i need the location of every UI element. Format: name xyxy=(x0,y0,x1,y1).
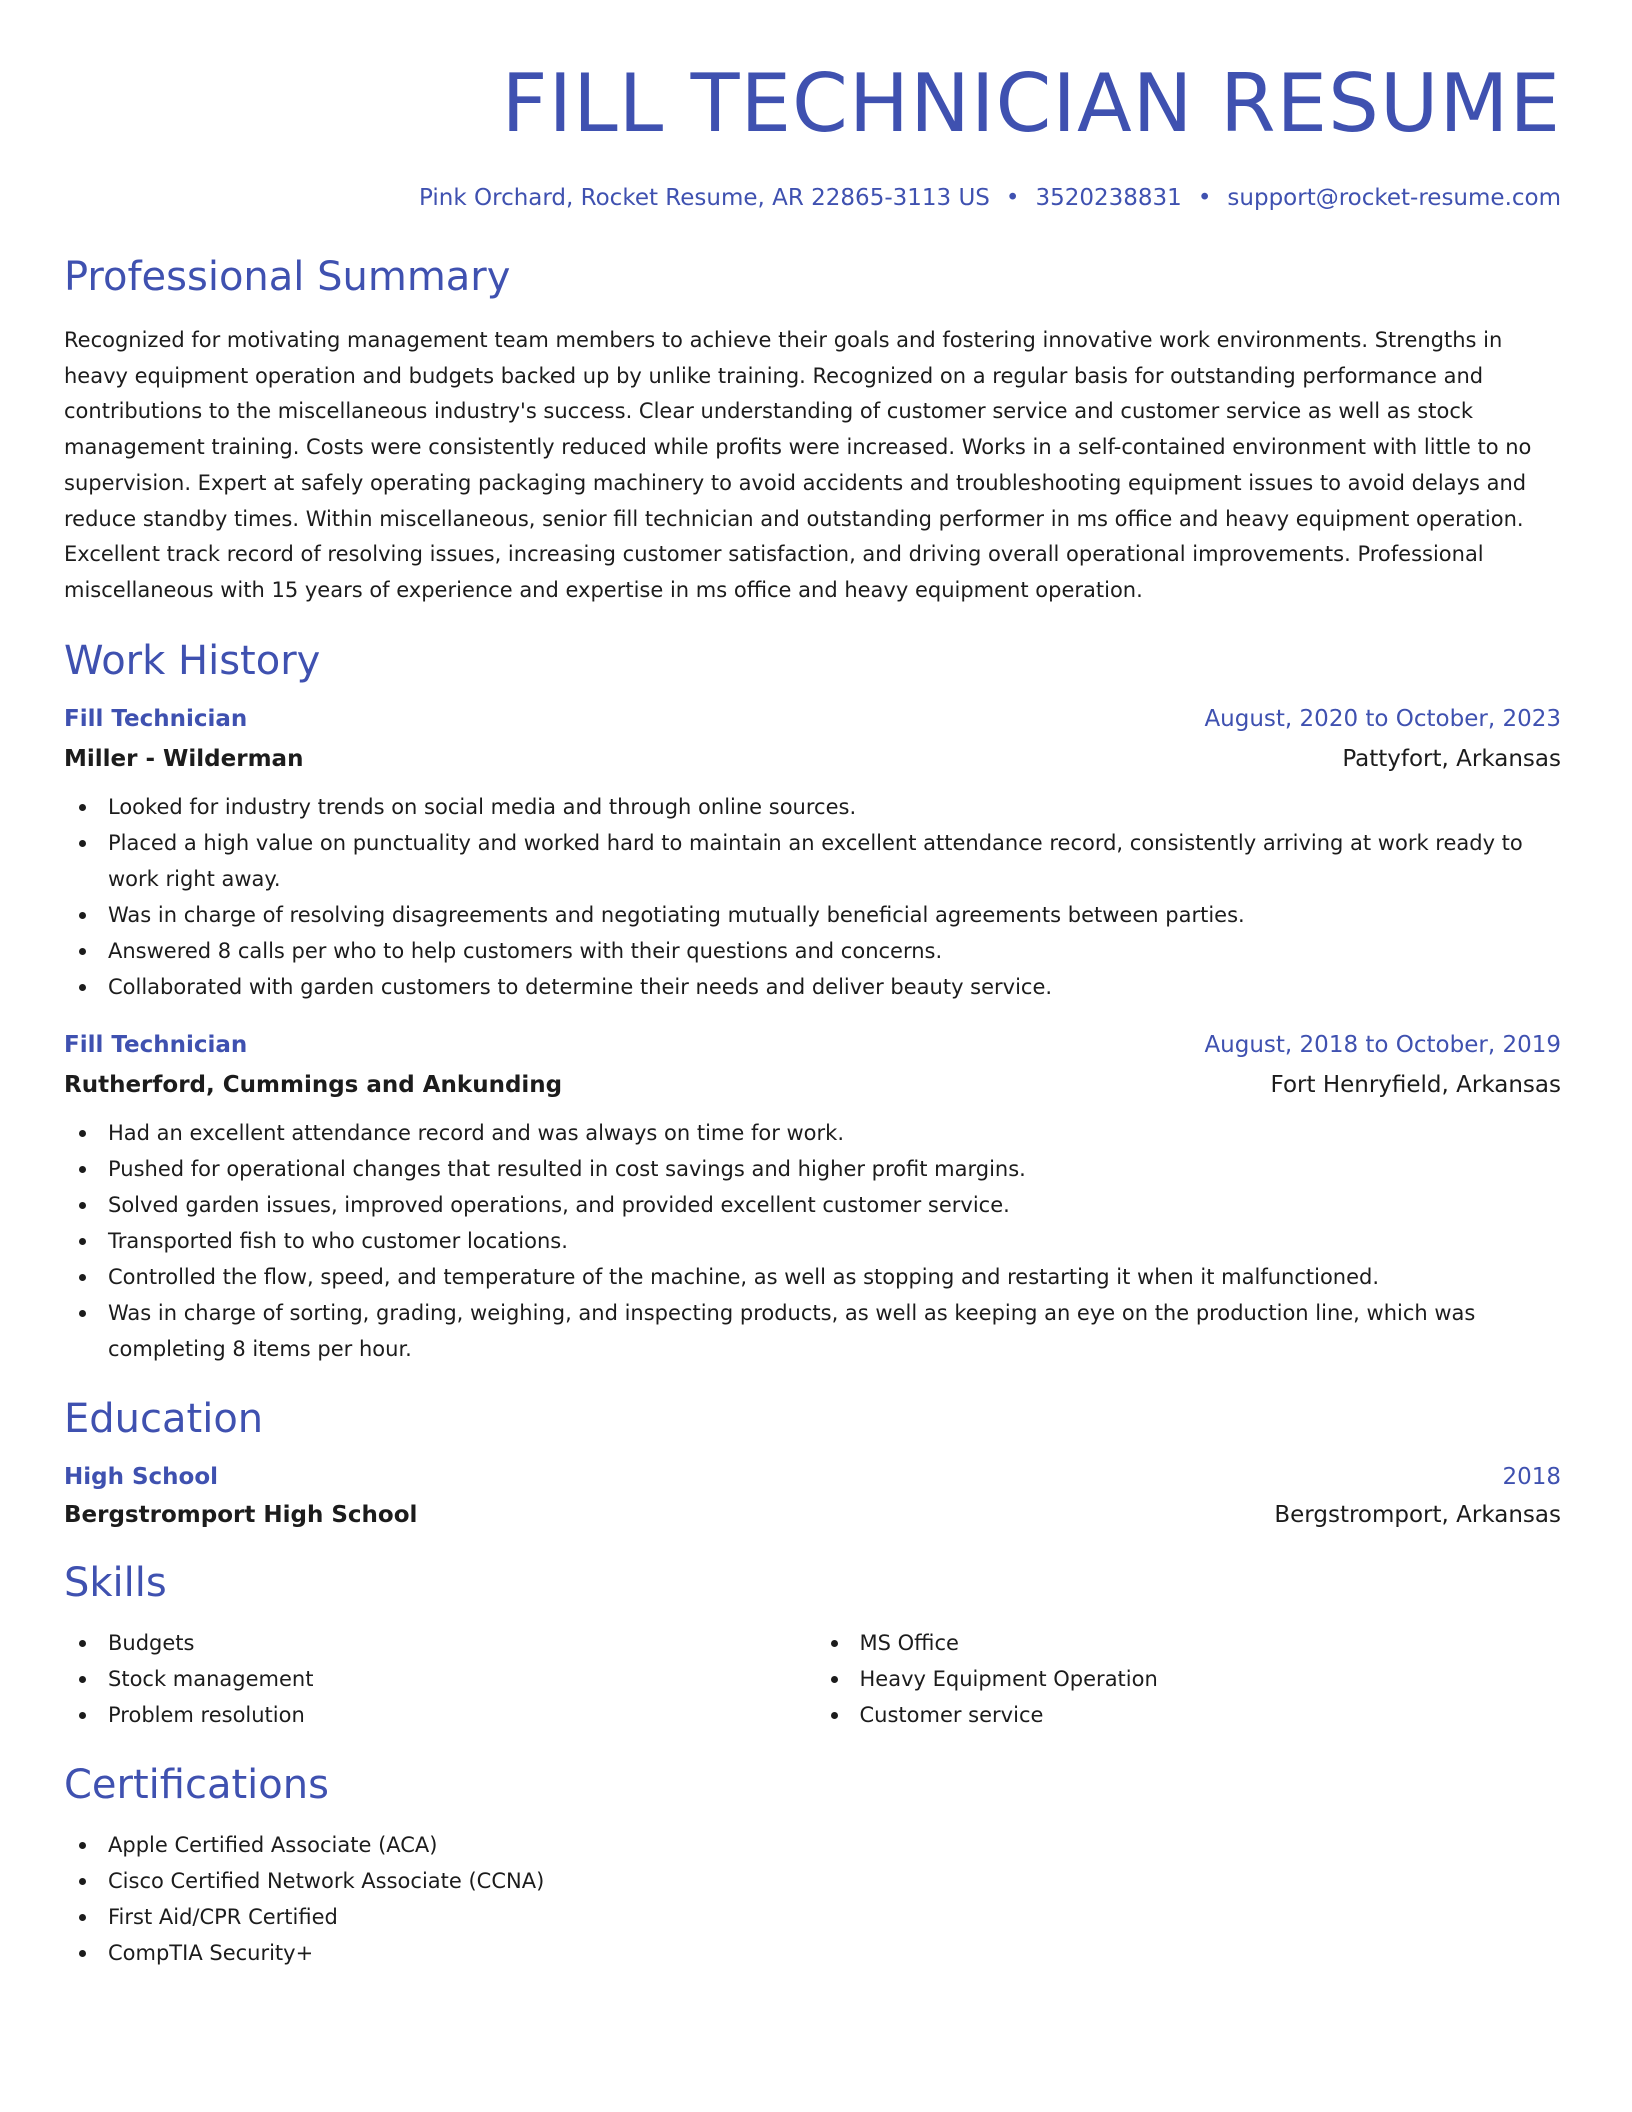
list-item: Placed a high value on punctuality and worked hard to maintain an excellent attendance record, consistently arriving at work ready to work right away. xyxy=(64,825,1561,897)
list-item: Controlled the flow, speed, and temperature of the machine, as well as stopping and restarting it when it malfunctioned. xyxy=(64,1259,1561,1295)
certification-item: Apple Certified Associate (ACA) xyxy=(64,1827,1561,1863)
certification-item: First Aid/CPR Certified xyxy=(64,1899,1561,1935)
list-item: Solved garden issues, improved operations, and provided excellent customer service. xyxy=(64,1187,1561,1223)
list-item: Was in charge of sorting, grading, weighing, and inspecting products, as well as keeping an eye on the production line, which was completing 8 items per hour. xyxy=(64,1295,1561,1367)
skills-heading: Skills xyxy=(64,1559,167,1606)
list-item: Answered 8 calls per who to help customers with their questions and concerns. xyxy=(64,933,1561,969)
skill-item: MS Office xyxy=(816,1625,1562,1661)
skill-item: Problem resolution xyxy=(64,1697,810,1733)
certification-item: CompTIA Security+ xyxy=(64,1935,1561,1971)
contact-line xyxy=(64,182,1561,214)
job-bullets xyxy=(64,1115,1561,1367)
education-school: Bergstromport High School xyxy=(64,1501,418,1528)
education-school-row xyxy=(64,1499,1561,1531)
work-history-heading: Work History xyxy=(64,637,321,684)
skills-column-right xyxy=(810,1625,1562,1733)
summary-heading: Professional Summary xyxy=(64,254,511,300)
list-item: Had an excellent attendance record and was always on time for work. xyxy=(64,1115,1561,1151)
job-company: Rutherford, Cummings and Ankunding xyxy=(64,1071,563,1098)
job-company-row xyxy=(64,1069,1561,1101)
certifications-list xyxy=(64,1827,1561,1971)
education-entry xyxy=(64,1461,1561,1531)
job-bullets xyxy=(64,789,1561,1005)
list-item: Transported fish to who customer locations. xyxy=(64,1223,1561,1259)
skill-item: Stock management xyxy=(64,1661,810,1697)
job-company-row xyxy=(64,743,1561,775)
contact-address: Pink Orchard, Rocket Resume, AR 22865-3113 US xyxy=(419,185,990,211)
resume-title: FILL TECHNICIAN RESUME xyxy=(501,57,1561,150)
job-dates: August, 2020 to October, 2023 xyxy=(1204,705,1561,732)
summary-text: Recognized for motivating management team members to achieve their goals and fostering innovative work environments. Strengths in heavy equipment operation and budgets backed up by unlike training. Recognized on a regular basis for outstanding performance and contributions to the miscellaneous industry's success. Clear understanding of customer service and customer service as well as stock management training. Costs were consistently reduced while profits were increased. Works in a self-contained environment with little to no supervision. Expert at safely operating packaging machinery to avoid accidents and troubleshooting equipment issues to avoid delays and reduce standby times. Within miscellaneous, senior fill technician and outstanding performer in ms office and heavy equipment operation. Excellent track record of resolving issues, increasing customer satisfaction, and driving overall operational improvements. Professional miscellaneous with 15 years of experience and expertise in ms office and heavy equipment operation. xyxy=(64,328,1532,602)
certification-item: Cisco Certified Network Associate (CCNA) xyxy=(64,1863,1561,1899)
contact-separator: • xyxy=(1005,185,1020,211)
list-item: Looked for industry trends on social media and through online sources. xyxy=(64,789,1561,825)
list-item: Was in charge of resolving disagreements and negotiating mutually beneficial agreements between parties. xyxy=(64,897,1561,933)
education-heading: Education xyxy=(64,1395,264,1442)
contact-email: support@rocket-resume.com xyxy=(1227,185,1561,211)
job-company: Miller - Wilderman xyxy=(64,745,304,772)
skills-column-left xyxy=(64,1625,810,1733)
education-degree: High School xyxy=(64,1463,219,1490)
job-dates: August, 2018 to October, 2019 xyxy=(1204,1031,1561,1058)
job-title: Fill Technician xyxy=(64,1031,248,1058)
skill-item: Customer service xyxy=(816,1697,1562,1733)
job-entry xyxy=(64,1029,1561,1367)
job-location: Pattyfort, Arkansas xyxy=(1342,745,1561,772)
education-degree-row xyxy=(64,1461,1561,1493)
job-title-row xyxy=(64,1029,1561,1061)
education-year: 2018 xyxy=(1502,1463,1561,1490)
list-item: Collaborated with garden customers to determine their needs and deliver beauty service. xyxy=(64,969,1561,1005)
job-entry xyxy=(64,703,1561,1005)
job-title: Fill Technician xyxy=(64,705,248,732)
education-location: Bergstromport, Arkansas xyxy=(1274,1501,1561,1528)
list-item: Pushed for operational changes that resulted in cost savings and higher profit margins. xyxy=(64,1151,1561,1187)
resume-page xyxy=(64,0,1561,1971)
skills-list xyxy=(64,1625,1561,1733)
job-location: Fort Henryfield, Arkansas xyxy=(1270,1071,1561,1098)
contact-phone: 3520238831 xyxy=(1035,185,1182,211)
skill-item: Heavy Equipment Operation xyxy=(816,1661,1562,1697)
job-title-row xyxy=(64,703,1561,735)
certifications-heading: Certifications xyxy=(64,1761,329,1808)
skill-item: Budgets xyxy=(64,1625,810,1661)
contact-separator: • xyxy=(1197,185,1212,211)
